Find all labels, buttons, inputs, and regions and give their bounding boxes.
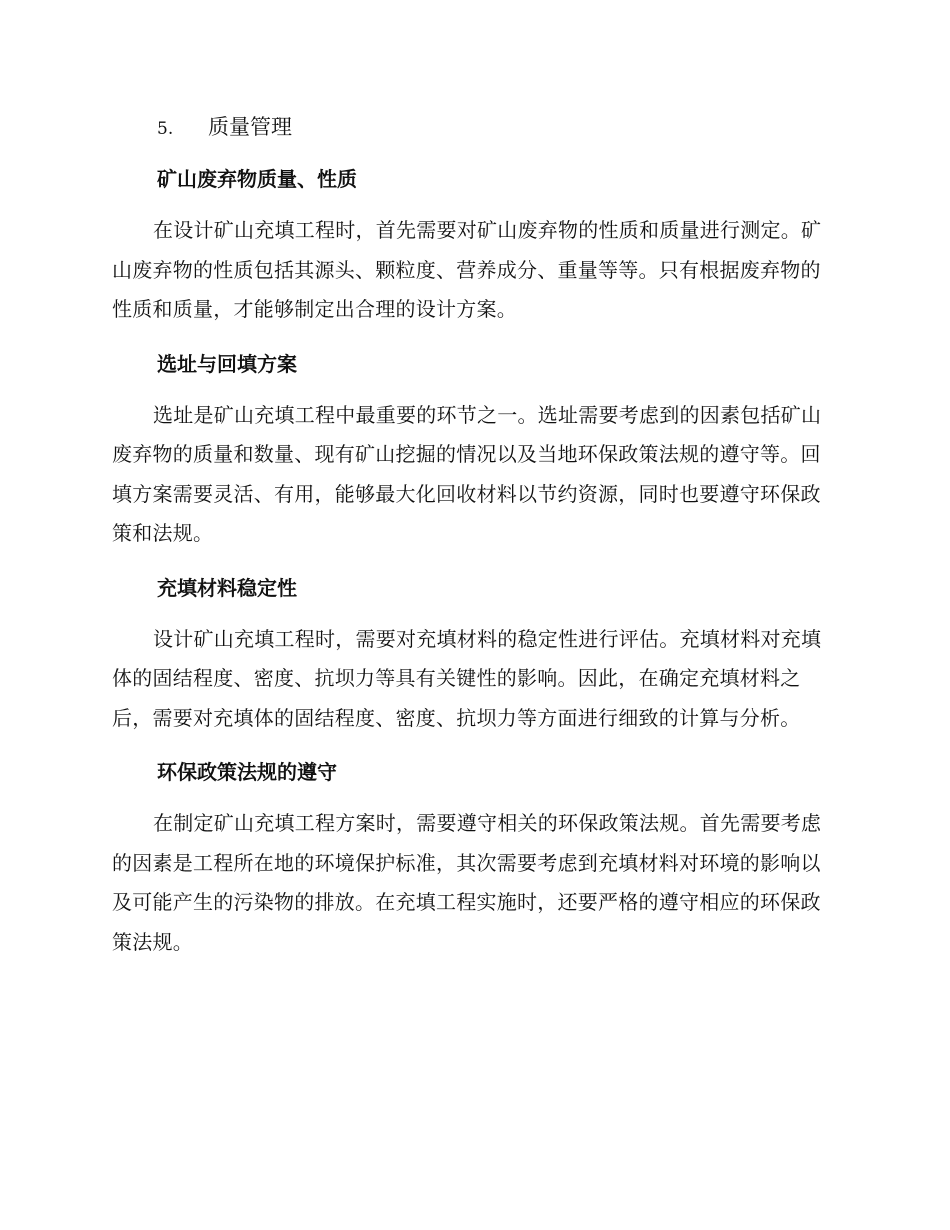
section-waste-quality xyxy=(112,160,836,330)
section-heading: 矿山废弃物质量、性质 xyxy=(157,167,357,191)
document-content xyxy=(112,110,836,977)
list-number: 5. xyxy=(157,119,174,139)
list-title: 质量管理 xyxy=(208,115,292,139)
section-heading: 充填材料稳定性 xyxy=(157,575,297,600)
section-paragraph: 选址是矿山充填工程中最重要的环节之一。选址需要考虑到的因素包括矿山废弃物的质量和数量、现有矿山挖掘的情况以及当地环保政策法规的遵守等。回填方案需要灵活、有用，能够最大化回收材料以节约资源，同时也要遵守环保政策和法规。 xyxy=(112,402,822,545)
section-paragraph: 在设计矿山充填工程时，首先需要对矿山废弃物的性质和质量进行测定。矿山废弃物的性质包括其源头、颗粒度、营养成分、重量等等。只有根据废弃物的性质和质量，才能够制定出合理的设计方案。 xyxy=(112,218,822,321)
section-site-backfill xyxy=(112,345,836,554)
section-paragraph: 设计矿山充填工程时，需要对充填材料的稳定性进行评估。充填材料对充填体的固结程度、密度、抗坝力等具有关键性的影响。因此，在确定充填材料之后，需要对充填体的固结程度、密度、抗坝力等方面进行细致的计算与分析。 xyxy=(112,626,822,730)
section-material-stability xyxy=(112,569,836,739)
section-heading: 环保政策法规的遵守 xyxy=(157,760,337,784)
section-heading: 选址与回填方案 xyxy=(157,351,297,376)
section-environmental-compliance xyxy=(112,753,836,962)
numbered-heading xyxy=(112,110,836,144)
section-paragraph: 在制定矿山充填工程方案时，需要遵守相关的环保政策法规。首先需要考虑的因素是工程所在地的环境保护标准，其次需要考虑到充填材料对环境的影响以及可能产生的污染物的排放。在充填工程实施时，还要严格的遵守相应的环保政策法规。 xyxy=(112,811,822,954)
